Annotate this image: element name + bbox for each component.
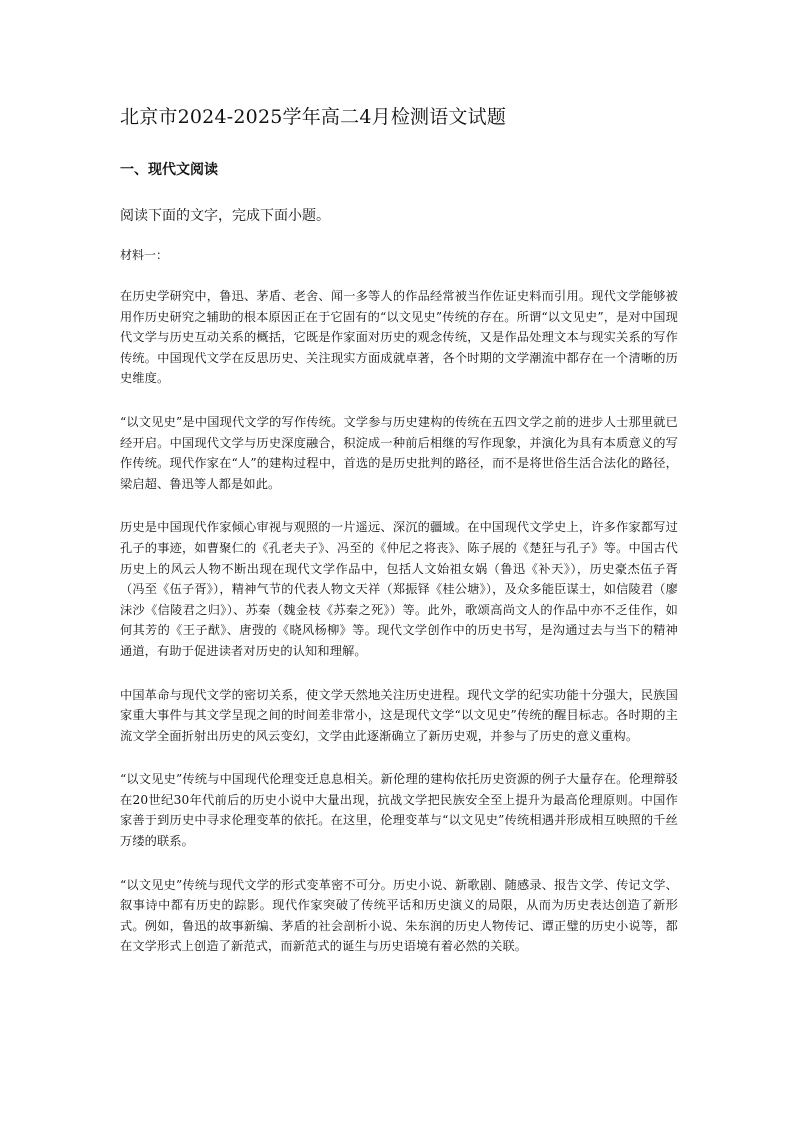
material-label: 材料一： — [120, 248, 169, 262]
paragraph-6: “以文见史”传统与现代文学的形式变革密不可分。历史小说、新歌剧、随感录、报告文学、传记文学、叙事诗中都有历史的踪影。现代作家突破了传统平话和历史演义的局限，从而为历史表达创造了新形式。例如，鲁迅的故事新编、茅盾的社会剖析小说、朱东润的历史人物传记、谭正璧的历史小说等，都在文学形式上创造了新范式，而新范式的诞生与历史语境有着必然的关联。 — [120, 877, 678, 954]
paragraph-4: 中国革命与现代文学的密切关系，使文学天然地关注历史进程。现代文学的纪实功能十分强大，民族国家重大事件与其文学呈现之间的时间差非常小，这是现代文学“以文见史”传统的醒目标志。各时期的主流文学全面折射出历史的风云变幻，文学由此逐渐确立了新历史观，并参与了历史的意义重构。 — [120, 687, 678, 743]
paragraph-5: “以文见史”传统与中国现代伦理变迁息息相关。新伦理的建构依托历史资源的例子大量存在。伦理辩驳在20世纪30年代前后的历史小说中大量出现，抗战文学把民族安全至上提升为最高伦理原则。中国作家善于到历史中寻求伦理变革的依托。在这里，伦理变革与“以文见史”传统相遇并形成相互映照的千丝万缕的联系。 — [120, 772, 678, 849]
paragraph-2: “以文见史”是中国现代文学的写作传统。文学参与历史建构的传统在五四文学之前的进步人士那里就已经开启。中国现代文学与历史深度融合，积淀成一种前后相继的写作现象，并演化为具有本质意义的写作传统。现代作家在“人”的建构过程中，首选的是历史批判的路径，而不是将世俗生活合法化的路径，梁启超、鲁迅等人都是如此。 — [120, 414, 678, 491]
section-heading: 一、现代文阅读 — [120, 162, 218, 178]
reading-instruction: 阅读下面的文字，完成下面小题。 — [120, 208, 330, 224]
paragraph-1: 在历史学研究中，鲁迅、茅盾、老舍、闻一多等人的作品经常被当作佐证史料而引用。现代文学能够被用作历史研究之辅助的根本原因正在于它固有的“以文见史”传统的存在。所谓“以文见史”，是对中国现代文学与历史互动关系的概括，它既是作家面对历史的观念传统，又是作品处理文本与现实关系的写作传统。中国现代文学在反思历史、关注现实方面成就卓著，各个时期的文学潮流中都存在一个清晰的历史维度。 — [120, 289, 678, 386]
paragraph-3: 历史是中国现代作家倾心审视与观照的一片遥远、深沉的疆域。在中国现代文学史上，许多作家都写过孔子的事迹，如曹聚仁的《孔老夫子》、冯至的《仲尼之将丧》、陈子展的《楚狂与孔子》等。中国古代历史上的风云人物不断出现在现代文学作品中，包括人文始祖女娲（鲁迅《补天》），历史豪杰伍子胥（冯至《伍子胥》），精神气节的代表人物文天祥（郑振铎《桂公塘》），及众多能臣谋士，如信陵君（廖沫沙《信陵君之归》）、苏秦（魏金枝《苏秦之死》）等。此外，歌颂高尚文人的作品中亦不乏佳作，如何其芳的《王子猷》、唐弢的《晓风杨柳》等。现代文学创作中的历史书写，是沟通过去与当下的精神通道，有助于促进读者对历史的认知和理解。 — [120, 520, 678, 658]
document-title: 北京市2024-2025学年高二4月检测语文试题 — [120, 106, 507, 128]
document-page — [120, 104, 678, 980]
